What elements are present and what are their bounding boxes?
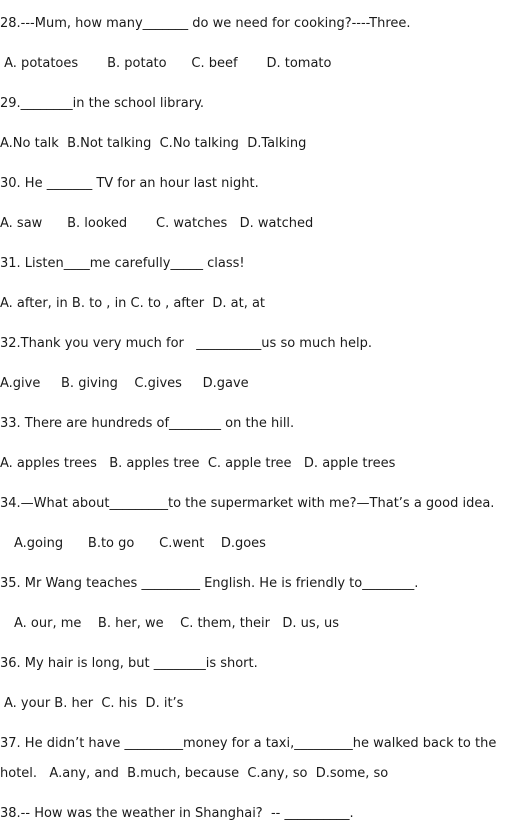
options-line: A. after, in B. to , in C. to , after D. at, at xyxy=(0,296,266,311)
question-line: 35. Mr Wang teaches _________ English. He is friendly to________. xyxy=(0,576,419,591)
options-line: A.going B.to go C.went D.goes xyxy=(14,536,266,551)
options-line: A.No talk B.Not talking C.No talking D.Talking xyxy=(0,136,307,151)
question-line: 29.________in the school library. xyxy=(0,96,205,111)
question-line: 34.—What about_________to the supermarket with me?—That’s a good idea. xyxy=(0,496,495,511)
options-line: A.give B. giving C.gives D.gave xyxy=(0,376,249,391)
options-line: A. our, me B. her, we C. them, their D. us, us xyxy=(14,616,339,631)
options-line: A. your B. her C. his D. it’s xyxy=(4,696,184,711)
question-line: 36. My hair is long, but ________is short. xyxy=(0,656,258,671)
options-line: A. potatoes B. potato C. beef D. tomato xyxy=(0,56,332,71)
question-line: 28.---Mum, how many_______ do we need for cooking?----Three. xyxy=(0,16,411,31)
question-line: hotel. A.any, and B.much, because C.any, so D.some, so xyxy=(0,766,389,781)
options-line: A. apples trees B. apples tree C. apple tree D. apple trees xyxy=(0,456,396,471)
question-line: 31. Listen____me carefully_____ class! xyxy=(0,256,245,271)
question-line: 38.-- How was the weather in Shanghai? -- __________. xyxy=(0,806,354,821)
question-line: 33. There are hundreds of________ on the hill. xyxy=(0,416,295,431)
question-line: 32.Thank you very much for __________us so much help. xyxy=(0,336,372,351)
question-line: 37. He didn’t have _________money for a taxi,_________he walked back to the xyxy=(0,736,497,751)
question-line: 30. He _______ TV for an hour last night. xyxy=(0,176,259,191)
options-line: A. saw B. looked C. watches D. watched xyxy=(0,216,314,231)
